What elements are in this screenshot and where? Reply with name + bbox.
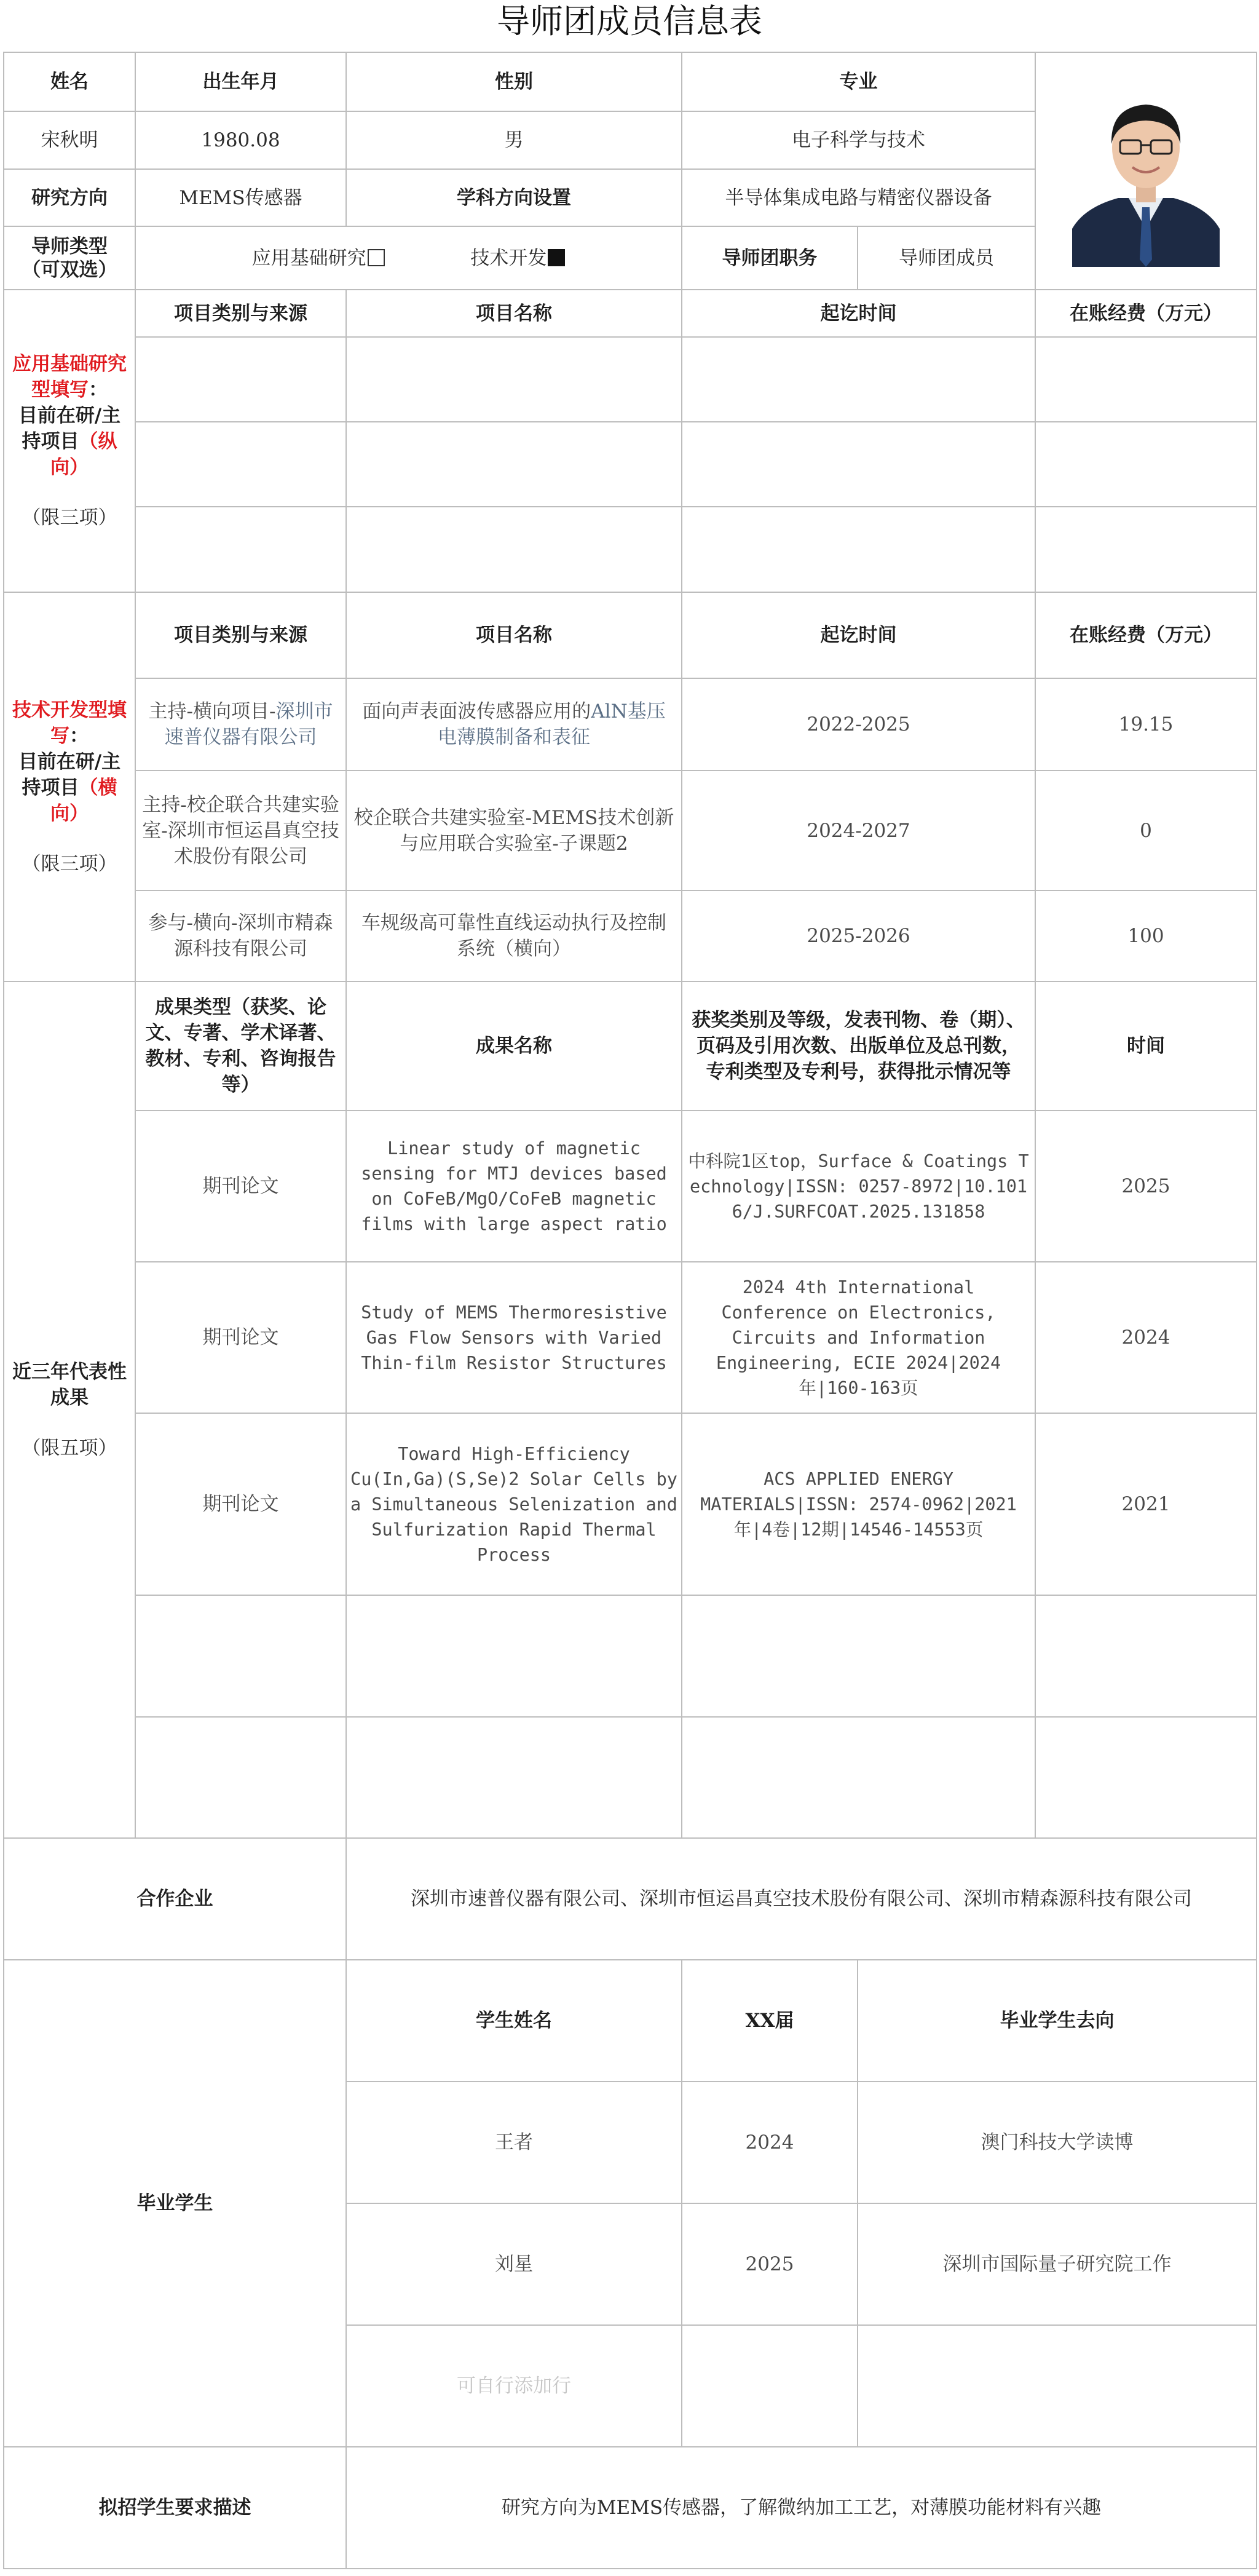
applied-empty-cell[interactable]: [682, 422, 1035, 507]
applied-header-funds: 在账经费（万元）: [1035, 290, 1257, 337]
graduates-label: 毕业学生: [4, 1960, 346, 2447]
ach-empty-cell[interactable]: [682, 1595, 1035, 1717]
grad-header-year: XX届: [682, 1960, 858, 2082]
applied-empty-cell[interactable]: [346, 507, 682, 592]
grad-add-row-hint[interactable]: 可自行添加行: [346, 2325, 682, 2447]
grad-row-2-year: 2025: [682, 2203, 858, 2325]
ach-empty-cell[interactable]: [346, 1595, 682, 1717]
info-table: [3, 52, 1257, 2569]
tech-header-funds: 在账经费（万元）: [1035, 592, 1257, 678]
applied-header-source: 项目类别与来源: [135, 290, 346, 337]
applied-header-period: 起讫时间: [682, 290, 1035, 337]
value-gender: 男: [346, 111, 682, 169]
ach-header-type: 成果类型（获奖、论文、专著、学术译著、教材、专利、咨询报告等）: [135, 981, 346, 1111]
value-major: 电子科学与技术: [682, 111, 1035, 169]
applied-empty-cell[interactable]: [682, 507, 1035, 592]
applied-empty-cell[interactable]: [1035, 507, 1257, 592]
applied-section-label: 应用基础研究型填写： 目前在研/主持项目（纵向） （限三项）: [4, 290, 135, 592]
ach-empty-cell[interactable]: [1035, 1595, 1257, 1717]
value-research: MEMS传感器: [135, 169, 346, 226]
partners-value: 深圳市速普仪器有限公司、深圳市恒运昌真空技术股份有限公司、深圳市精森源科技有限公司: [346, 1838, 1257, 1960]
ach-row-2-name: Study of MEMS Thermoresistive Gas Flow Sensors with Varied Thin-film Resistor Structures: [346, 1262, 682, 1413]
tech-section-label: 技术开发型填写： 目前在研/主持项目（横向） （限三项）: [4, 592, 135, 981]
tech-row-3-period: 2025-2026: [682, 890, 1035, 981]
label-mentor-type: 导师类型 （可双选）: [4, 226, 135, 290]
applied-empty-cell[interactable]: [1035, 337, 1257, 422]
grad-row-1-dest: 澳门科技大学读博: [858, 2082, 1257, 2203]
ach-empty-cell[interactable]: [135, 1595, 346, 1717]
achievements-limit: （限五项）: [22, 1437, 117, 1459]
ach-row-1-type: 期刊论文: [135, 1111, 346, 1262]
label-name: 姓名: [4, 52, 135, 111]
tech-row-2-name: 校企联合共建实验室-MEMS技术创新与应用联合实验室-子课题2: [346, 771, 682, 890]
ach-row-3-year: 2021: [1035, 1413, 1257, 1595]
tech-header-source: 项目类别与来源: [135, 592, 346, 678]
grad-row-2-name: 刘星: [346, 2203, 682, 2325]
ach-row-3-name: Toward High-Efficiency Cu(In,Ga)(S,Se)2 Solar Cells by a Simultaneous Selenization and Sulfurization Rapid Thermal Process: [346, 1413, 682, 1595]
page-title: 导师团成员信息表: [497, 2, 762, 41]
grad-row-1-name: 王者: [346, 2082, 682, 2203]
label-duty: 导师团职务: [682, 226, 858, 290]
ach-header-year: 时间: [1035, 981, 1257, 1111]
grad-empty-cell[interactable]: [858, 2325, 1257, 2447]
tech-row-2-funds: 0: [1035, 771, 1257, 890]
label-gender: 性别: [346, 52, 682, 111]
tech-limit: （限三项）: [22, 852, 117, 875]
applied-empty-cell[interactable]: [135, 337, 346, 422]
applied-empty-cell[interactable]: [135, 507, 346, 592]
tech-header-period: 起讫时间: [682, 592, 1035, 678]
requirements-label: 拟招学生要求描述: [4, 2447, 346, 2569]
tech-row-3-source: 参与-横向-深圳市精森源科技有限公司: [135, 890, 346, 981]
ach-header-name: 成果名称: [346, 981, 682, 1111]
value-name: 宋秋明: [4, 111, 135, 169]
checked-box-icon: [548, 249, 565, 266]
value-birth: 1980.08: [135, 111, 346, 169]
ach-row-1-year: 2025: [1035, 1111, 1257, 1262]
ach-empty-cell[interactable]: [682, 1717, 1035, 1838]
applied-header-name: 项目名称: [346, 290, 682, 337]
applied-empty-cell[interactable]: [346, 337, 682, 422]
ach-row-2-detail: 2024 4th International Conference on Electronics, Circuits and Information Engineering, ECIE 2024|2024年|160-163页: [682, 1262, 1035, 1413]
grad-empty-cell[interactable]: [682, 2325, 858, 2447]
ach-row-2-type: 期刊论文: [135, 1262, 346, 1413]
tech-header-name: 项目名称: [346, 592, 682, 678]
ach-row-3-type: 期刊论文: [135, 1413, 346, 1595]
portrait-photo: [1072, 75, 1220, 267]
unchecked-box-icon: [368, 249, 385, 266]
ach-empty-cell[interactable]: [346, 1717, 682, 1838]
ach-row-1-name: Linear study of magnetic sensing for MTJ devices based on CoFeB/MgO/CoFeB magnetic films with large aspect ratio: [346, 1111, 682, 1262]
applied-empty-cell[interactable]: [682, 337, 1035, 422]
partners-label: 合作企业: [4, 1838, 346, 1960]
type-tech-option[interactable]: 技术开发: [470, 247, 565, 269]
grad-header-name: 学生姓名: [346, 1960, 682, 2082]
tech-row-1-funds: 19.15: [1035, 678, 1257, 771]
label-discipline: 学科方向设置: [346, 169, 682, 226]
tech-row-1-source: 主持-横向项目-深圳市速普仪器有限公司: [135, 678, 346, 771]
tech-row-1-name: 面向声表面波传感器应用的AlN基压电薄膜制备和表征: [346, 678, 682, 771]
grad-row-1-year: 2024: [682, 2082, 858, 2203]
requirements-value: 研究方向为MEMS传感器，了解微纳加工工艺，对薄膜功能材料有兴趣: [346, 2447, 1257, 2569]
value-discipline: 半导体集成电路与精密仪器设备: [682, 169, 1035, 226]
label-research: 研究方向: [4, 169, 135, 226]
ach-empty-cell[interactable]: [135, 1717, 346, 1838]
type-applied-option[interactable]: 应用基础研究: [252, 247, 385, 269]
photo-cell: [1035, 52, 1257, 290]
grad-header-dest: 毕业学生去向: [858, 1960, 1257, 2082]
mentor-type-options: [135, 226, 682, 290]
tech-row-2-period: 2024-2027: [682, 771, 1035, 890]
ach-empty-cell[interactable]: [1035, 1717, 1257, 1838]
tech-row-3-funds: 100: [1035, 890, 1257, 981]
applied-limit: （限三项）: [22, 507, 117, 529]
applied-empty-cell[interactable]: [135, 422, 346, 507]
grad-row-2-dest: 深圳市国际量子研究院工作: [858, 2203, 1257, 2325]
label-birth: 出生年月: [135, 52, 346, 111]
tech-row-3-name: 车规级高可靠性直线运动执行及控制系统（横向）: [346, 890, 682, 981]
ach-header-detail: 获奖类别及等级，发表刊物、卷（期）、页码及引用次数、出版单位及总刊数，专利类型及专利号，获得批示情况等: [682, 981, 1035, 1111]
tech-row-1-period: 2022-2025: [682, 678, 1035, 771]
tech-row-2-source: 主持-校企联合共建实验室-深圳市恒运昌真空技术股份有限公司: [135, 771, 346, 890]
value-duty: 导师团成员: [858, 226, 1035, 290]
achievements-label: 近三年代表性成果 （限五项）: [4, 981, 135, 1838]
ach-row-1-detail: 中科院1区top，Surface & Coatings Technology|ISSN: 0257-8972|10.1016/J.SURFCOAT.2025.131858: [682, 1111, 1035, 1262]
applied-empty-cell[interactable]: [346, 422, 682, 507]
ach-row-3-detail: ACS APPLIED ENERGY MATERIALS|ISSN: 2574-0962|2021年|4卷|12期|14546-14553页: [682, 1413, 1035, 1595]
label-major: 专业: [682, 52, 1035, 111]
ach-row-2-year: 2024: [1035, 1262, 1257, 1413]
applied-empty-cell[interactable]: [1035, 422, 1257, 507]
